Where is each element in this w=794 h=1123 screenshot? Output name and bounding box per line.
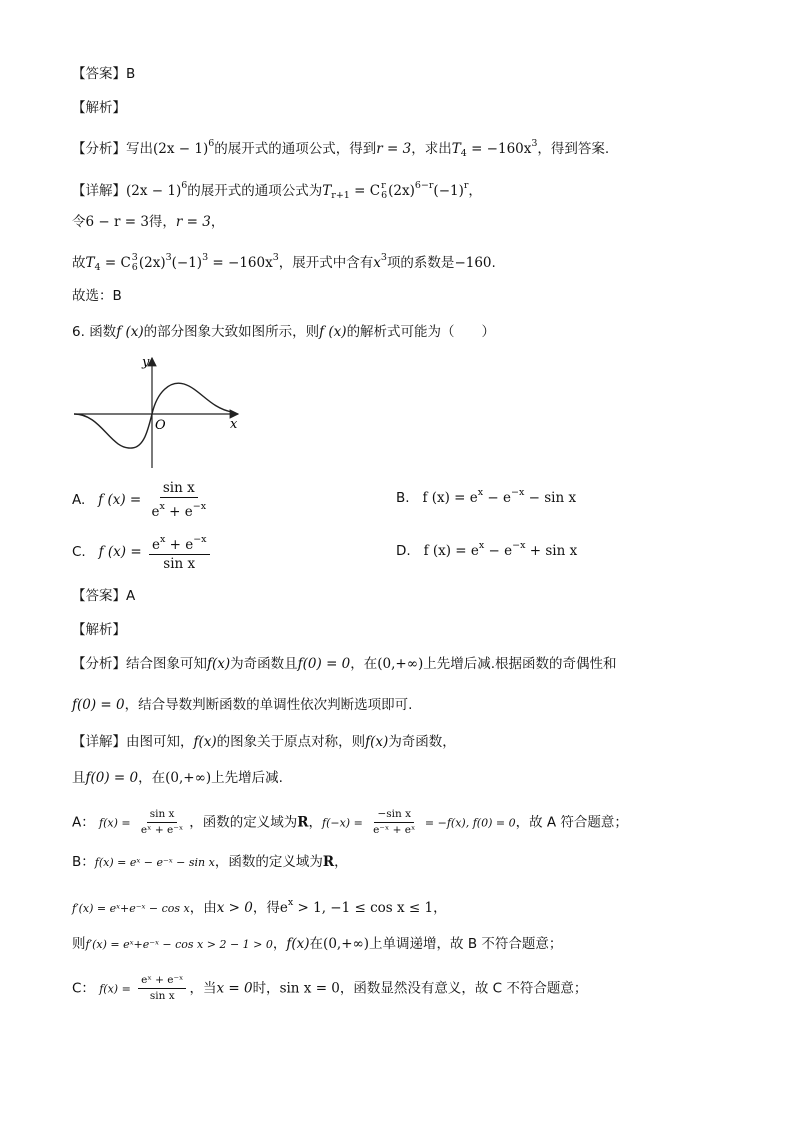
text: 结合图象可知 <box>126 656 207 672</box>
set-r: R <box>322 854 335 870</box>
binomial-exp: 6 <box>181 180 188 191</box>
power-exp-1: 3 <box>165 252 172 263</box>
combination-c: = C <box>100 255 131 271</box>
r-value: r = 3 <box>376 141 412 157</box>
binomial-expr: (2x − 1) <box>153 141 209 157</box>
question-fx: f (x) <box>319 324 347 340</box>
option-label: B. <box>396 490 410 506</box>
denominator: e⁻ˣ + eˣ <box>373 824 416 836</box>
xiangjie-6-line-1 <box>72 732 456 752</box>
num-sup: −x <box>193 534 207 545</box>
xiangjie-text: 的展开式的通项公式为 <box>187 183 323 199</box>
equation: 6 − r = 3 <box>85 214 149 230</box>
text: ，在 <box>138 770 166 786</box>
den-e: e <box>151 504 160 520</box>
term-sub: 4 <box>94 262 101 273</box>
term-exp: 3 <box>531 138 538 149</box>
mid: − e <box>483 490 512 506</box>
option-label: C. <box>72 544 86 560</box>
punct: ， <box>210 214 225 230</box>
den-sup: x <box>159 501 165 512</box>
label: C： <box>72 980 95 997</box>
denominator <box>149 498 210 520</box>
fx: f(x) <box>286 936 310 952</box>
num-sup: x <box>159 534 166 545</box>
text: 令 <box>72 214 86 230</box>
detail-b-1 <box>72 852 348 873</box>
lhs: f(−x) = <box>322 816 363 830</box>
choice-text: 故选：B <box>72 288 122 304</box>
text: 则 <box>72 936 86 952</box>
denominator: eˣ + e⁻ˣ <box>140 824 184 836</box>
analysis-heading <box>72 98 126 118</box>
text: ，展开式中含有 <box>278 255 374 271</box>
question-text: 的解析式可能为（ ） <box>346 324 496 340</box>
exp: −x <box>511 487 525 498</box>
question-text: 的部分图象大致如图所示，则 <box>143 324 320 340</box>
text: ，当 <box>189 980 217 997</box>
option-lhs: f (x) = e <box>422 490 478 506</box>
fraction <box>138 808 186 837</box>
option-fraction <box>149 532 210 572</box>
text: 时， <box>252 980 280 997</box>
x-exp: 3 <box>380 252 387 263</box>
power-base-1: (2x) <box>138 255 166 271</box>
fx: f(x) <box>193 734 217 750</box>
power-base-2: (−1) <box>433 183 464 199</box>
e: e <box>279 900 288 916</box>
text: ， <box>433 900 447 916</box>
text: 由图可知， <box>126 734 194 750</box>
option-fraction <box>149 480 210 520</box>
fx: f(x) <box>365 734 389 750</box>
text: ，结合导数判断函数的单调性依次判断选项即可. <box>124 697 413 713</box>
x-label: x <box>230 417 238 432</box>
numerator: sin x <box>147 808 178 823</box>
xiangjie-tag: 【详解】 <box>72 183 126 199</box>
term-exp: 3 <box>272 252 279 263</box>
interval: (0,+∞) <box>377 656 424 672</box>
text: ，得 <box>252 900 280 916</box>
rhs: = −f(x), f(0) = 0 <box>421 816 516 830</box>
combination-c: = C <box>349 183 381 199</box>
question-text: 函数 <box>89 324 117 340</box>
cond: x > 0 <box>216 900 253 916</box>
fx: f(x) <box>207 656 231 672</box>
answer-value: A <box>126 588 136 604</box>
option-lhs: f (x) = e <box>423 543 479 559</box>
general-term: T <box>322 183 332 199</box>
cond: x = 0 <box>216 980 253 997</box>
punct: ， <box>468 183 482 199</box>
fraction <box>370 808 418 837</box>
f0: f(0) = 0 <box>72 697 125 713</box>
exp: x <box>478 540 485 551</box>
lhs: f(x) = <box>99 982 131 996</box>
function-graph <box>72 352 242 472</box>
answer-line-6 <box>72 586 135 606</box>
text: ，函数的定义域为 <box>189 814 298 831</box>
fenxi-tag: 【分析】 <box>72 141 126 157</box>
numerator: −sin x <box>374 808 414 823</box>
c-sub: 6 <box>131 262 138 273</box>
analysis-tag: 【解析】 <box>72 100 126 116</box>
text: ， <box>334 854 348 870</box>
tail: − sin x <box>524 490 577 506</box>
fenxi-6-line-2 <box>72 695 412 715</box>
c-sub: 6 <box>381 190 388 201</box>
xiangjie-line-1 <box>72 176 482 206</box>
fenxi-line-1 <box>72 134 609 164</box>
interval: (0,+∞) <box>165 770 212 786</box>
expr: f′(x) = eˣ+e⁻ˣ − cos x > 2 − 1 > 0 <box>85 938 273 951</box>
option-lhs: f (x) = <box>98 492 142 508</box>
text: ，函数的定义域为 <box>214 854 323 870</box>
xiangjie-line-3 <box>72 248 496 278</box>
numerator: sin x <box>160 480 198 498</box>
power-exp-1: 6−r <box>414 180 434 191</box>
x-var: x <box>373 255 381 271</box>
text: 在 <box>309 936 324 952</box>
coefficient: −160 <box>454 255 492 271</box>
text: 得， <box>148 214 176 230</box>
answer-tag: 【答案】 <box>72 588 126 604</box>
expr: f′(x) = eˣ+e⁻ˣ − cos x <box>72 902 190 915</box>
text: 项的系数是 <box>386 255 455 271</box>
punct: . <box>491 255 496 271</box>
text: 且 <box>72 770 86 786</box>
num-e: e <box>151 537 160 553</box>
xiangjie-line-2 <box>72 212 224 232</box>
option-a[interactable] <box>72 480 212 520</box>
set-r: R <box>297 814 309 831</box>
power-exp-2: 3 <box>202 252 209 263</box>
text: 为奇函数， <box>388 734 456 750</box>
c-sup: r <box>381 180 386 191</box>
text: ，由 <box>189 900 217 916</box>
option-lhs: f (x) = <box>98 544 142 560</box>
numerator: eˣ + e⁻ˣ <box>138 974 186 989</box>
denominator: sin x <box>163 556 196 572</box>
f0: f(0) = 0 <box>85 770 139 786</box>
c-sup: 3 <box>131 252 138 263</box>
combination-indices <box>381 181 387 201</box>
combination-indices <box>132 253 138 273</box>
option-label: A. <box>72 492 86 508</box>
tail: + sin x <box>525 543 578 559</box>
question-fx: f (x) <box>116 324 144 340</box>
option-d[interactable] <box>396 540 577 559</box>
fenxi-text: ，得到答案. <box>537 141 610 157</box>
label: A： <box>72 814 95 831</box>
power-exp-2: r <box>463 180 469 191</box>
y-label: y <box>142 355 150 370</box>
mid: − e <box>484 543 513 559</box>
term-sub: 4 <box>460 148 467 159</box>
term-t: T <box>451 141 461 157</box>
power-base-1: (2x) <box>388 183 415 199</box>
answer-tag: 【答案】 <box>72 66 126 82</box>
term-t: T <box>85 255 95 271</box>
detail-b-2 <box>72 893 447 919</box>
num-mid: + e <box>165 537 194 553</box>
lhs: f(x) = <box>99 816 131 830</box>
answer-line <box>72 64 135 84</box>
answer-value: B <box>126 66 136 82</box>
text: 上先增后减.根据函数的奇偶性和 <box>423 656 617 672</box>
exp: −x <box>512 540 526 551</box>
den-mid: + e <box>164 504 193 520</box>
option-label: D. <box>396 543 411 559</box>
den-sup: −x <box>192 501 207 512</box>
text: ， <box>272 936 287 952</box>
numerator <box>149 532 210 555</box>
interval: (0,+∞) <box>323 936 370 952</box>
choice-line <box>72 286 122 306</box>
analysis-tag: 【解析】 <box>72 622 126 638</box>
text: ，在 <box>350 656 378 672</box>
origin-label: O <box>155 418 166 433</box>
fenxi-text: ，求出 <box>411 141 452 157</box>
expr: f(x) = eˣ − e⁻ˣ − sin x <box>94 856 215 869</box>
general-term-sub: r+1 <box>331 190 350 201</box>
xiangjie-6-line-2 <box>72 768 283 788</box>
ineq: > 1, −1 ≤ cos x ≤ 1 <box>293 900 434 916</box>
text: ，函数显然没有意义，故 C 不符合题意； <box>339 980 588 997</box>
question-6 <box>72 322 495 342</box>
power-base-2: (−1) <box>171 255 203 271</box>
analysis-heading-6 <box>72 620 126 640</box>
cond: sin x = 0 <box>279 980 340 997</box>
f0: f(0) = 0 <box>297 656 351 672</box>
detail-c <box>72 974 587 1003</box>
text: 故 <box>72 255 86 271</box>
text: ，故 A 符合题意； <box>515 814 628 831</box>
curve <box>74 383 232 448</box>
exp: x <box>477 487 484 498</box>
option-b[interactable] <box>396 487 576 506</box>
fenxi-tag: 【分析】 <box>72 656 126 672</box>
fraction <box>138 974 186 1003</box>
r-value: r = 3 <box>175 214 211 230</box>
label: B： <box>72 854 95 870</box>
question-number: 6. <box>72 324 85 340</box>
text: ， <box>308 814 322 831</box>
detail-a <box>72 808 628 837</box>
text: 上先增后减. <box>211 770 283 786</box>
text: 的图象关于原点对称，则 <box>216 734 366 750</box>
term-value: = −160x <box>208 255 273 271</box>
denominator: sin x <box>149 990 175 1002</box>
exp: x <box>287 897 294 908</box>
fenxi-text: 写出 <box>126 141 153 157</box>
text: 上单调递增，故 B 不符合题意； <box>369 936 563 952</box>
text: 为奇函数且 <box>230 656 298 672</box>
binomial-exp: 6 <box>208 138 215 149</box>
fenxi-text: 的展开式的通项公式，得到 <box>214 141 377 157</box>
detail-b-3 <box>72 934 562 955</box>
xiangjie-tag: 【详解】 <box>72 734 126 750</box>
fenxi-6-line-1 <box>72 654 617 674</box>
option-c[interactable] <box>72 532 213 572</box>
binomial-expr: (2x − 1) <box>126 183 182 199</box>
term-value: = −160x <box>466 141 532 157</box>
